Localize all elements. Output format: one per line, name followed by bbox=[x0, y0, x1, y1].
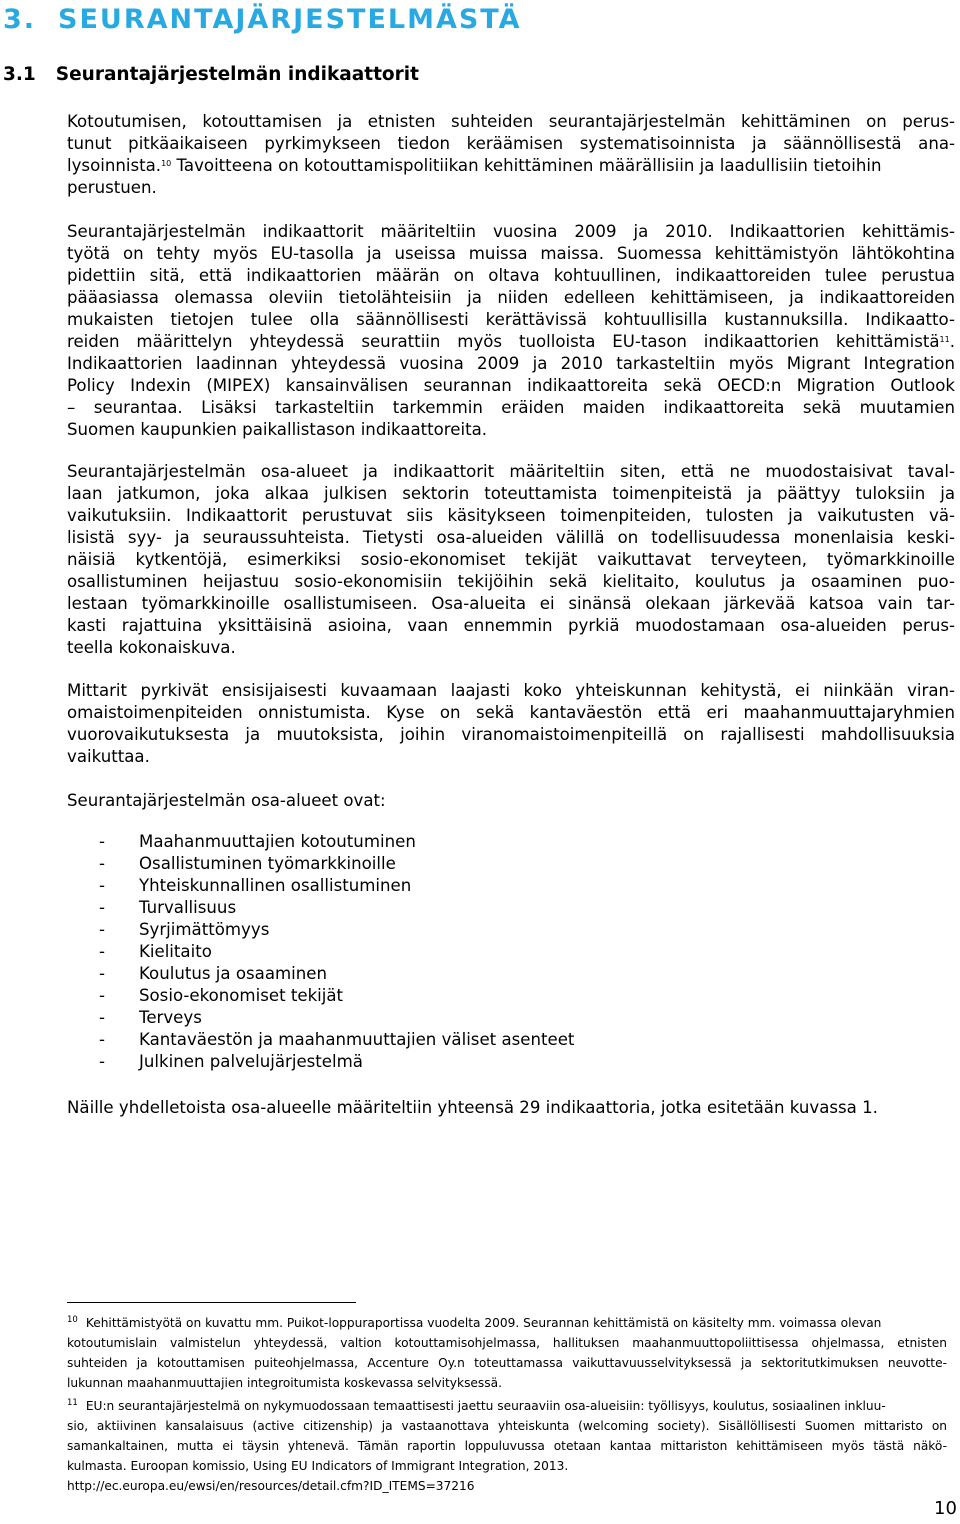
text-line: Kotoutumisen, kotouttamisen ja etnisten suhteiden seurantajärjestelmän kehittäminen on perus- bbox=[67, 112, 955, 131]
list-bullet: - bbox=[99, 942, 105, 961]
page-number: 10 bbox=[934, 1498, 957, 1519]
text-line: mukaisten tietojen tulee olla säännöllisesti kerättävissä kohtuullisilla kustannuksilla. Indikaatto- bbox=[67, 310, 955, 329]
list-bullet: - bbox=[99, 854, 105, 873]
text-line: vuorovaikutuksesta ja muutoksista, joihin viranomaistoimenpiteillä on rajallisesti mahdollisuuksia bbox=[67, 725, 955, 744]
footnote-text: Kehittämistyötä on kuvattu mm. Puikot-loppuraportissa vuodelta 2009. Seurannan kehittämistä on käsitelty mm. voimassa olevan bbox=[85, 1316, 882, 1330]
footnote-number: 11 bbox=[67, 1398, 78, 1408]
footnote-line bbox=[67, 1313, 947, 1333]
paragraph-indicators bbox=[67, 221, 955, 441]
text-line: Policy Indexin (MIPEX) kansainvälisen seurannan indikaattoreita sekä OECD:n Migration Outlook bbox=[67, 376, 955, 395]
footnote-10 bbox=[67, 1313, 947, 1393]
list-item bbox=[99, 897, 574, 919]
text-line: näisiä kytkentöjä, esimerkiksi sosio-ekonomiset tekijät vaikuttavat terveyteen, työmarkkinoille bbox=[67, 550, 955, 569]
paragraph-metrics bbox=[67, 680, 955, 768]
text-line: lisistä syy- ja seuraussuhteista. Tietysti osa-alueiden välillä on todellisuudessa monenlaisia keski- bbox=[67, 528, 955, 547]
list-item-label: Osallistuminen työmarkkinoille bbox=[139, 854, 396, 873]
footnote-ref-10[interactable]: 10 bbox=[161, 159, 172, 168]
text-line: pidettiin sitä, että indikaattorien määrän on oltava kohtuullinen, indikaattoreiden tulee perustua bbox=[67, 266, 955, 285]
list-item bbox=[99, 985, 574, 1007]
list-item-label: Julkinen palvelujärjestelmä bbox=[139, 1052, 363, 1071]
text-fragment: lysoinnista. bbox=[67, 156, 162, 175]
footnote-separator bbox=[67, 1302, 356, 1303]
list-item bbox=[99, 1029, 574, 1051]
text-line: Seurantajärjestelmän osa-alueet ja indikaattorit määriteltiin siten, että ne muodostaisivat taval- bbox=[67, 462, 955, 481]
list-bullet: - bbox=[99, 1030, 105, 1049]
section-number: 3.1 bbox=[3, 64, 36, 85]
footnote-ref-11[interactable]: 11 bbox=[939, 335, 950, 344]
list-intro: Seurantajärjestelmän osa-alueet ovat: bbox=[67, 791, 386, 810]
list-item bbox=[99, 875, 574, 897]
list-item-label: Terveys bbox=[139, 1008, 202, 1027]
list-item-label: Turvallisuus bbox=[139, 898, 237, 917]
text-fragment: . bbox=[949, 332, 955, 351]
text-line: omaistoimenpiteiden onnistumista. Kyse on sekä kantaväestön että eri maahanmuuttajaryhmien bbox=[67, 703, 955, 722]
footnote-line: kotoutumislain valmistelun yhteydessä, valtion kotouttamisohjelmassa, hallituksen maahanmuuttopoliittisessa ohjelmassa, etnisten bbox=[67, 1336, 947, 1350]
closing-sentence: Näille yhdelletoista osa-alueelle määriteltiin yhteensä 29 indikaattoria, jotka esitetään kuvassa 1. bbox=[67, 1098, 878, 1117]
footnote-line: samankaltainen, mutta ei täysin yhtenevä. Tämän raportin loppuluvussa otetaan kantaa mittariston kehittämiseen myös tästä näkö- bbox=[67, 1439, 947, 1453]
text-fragment: Tavoitteena on kotouttamispolitiikan kehittäminen määrällisiin ja laadullisiin tietoihin bbox=[171, 156, 882, 175]
list-item-label: Syrjimättömyys bbox=[139, 920, 270, 939]
chapter-heading bbox=[3, 4, 522, 35]
list-bullet: - bbox=[99, 1052, 105, 1071]
chapter-title: SEURANTAJÄRJESTELMÄSTÄ bbox=[58, 4, 522, 35]
paragraph-intro bbox=[67, 111, 955, 199]
list-item-label: Yhteiskunnallinen osallistuminen bbox=[139, 876, 412, 895]
section-title: Seurantajärjestelmän indikaattorit bbox=[55, 64, 419, 85]
list-bullet: - bbox=[99, 964, 105, 983]
list-item bbox=[99, 963, 574, 985]
section-heading bbox=[3, 64, 419, 85]
text-line: Mittarit pyrkivät ensisijaisesti kuvaamaan laajasti koko yhteiskunnan kehitystä, ei niinkään viran- bbox=[67, 681, 955, 700]
list-item-label: Kielitaito bbox=[139, 942, 212, 961]
footnote-line: suhteiden ja kotouttamisen puiteohjelmassa, Accenture Oy.n toteuttamassa vaikuttavuusselvityksessä ja sektoritutkimuksen neuvotte- bbox=[67, 1356, 947, 1370]
text-line: – seurantaa. Lisäksi tarkasteltiin tarkemmin eräiden maiden indikaattoreita sekä muutamien bbox=[67, 398, 955, 417]
text-line bbox=[67, 331, 955, 353]
footnote-line bbox=[67, 1396, 947, 1416]
footnote-11 bbox=[67, 1396, 947, 1496]
text-line: osallistuminen heijastuu sosio-ekonomisiin tekijöihin sekä kielitaito, koulutus ja osaaminen puo- bbox=[67, 572, 955, 591]
list-bullet: - bbox=[99, 920, 105, 939]
text-fragment: reiden määrittelyn yhteydessä seurattiin myös tuolloista EU-tason indikaattorien kehittämistä bbox=[67, 332, 940, 351]
list-item bbox=[99, 831, 574, 853]
footnote-line: lukunnan maahanmuuttajien integroitumista koskevassa selvityksessä. bbox=[67, 1376, 502, 1390]
list-item bbox=[99, 941, 574, 963]
list-bullet: - bbox=[99, 986, 105, 1005]
text-line: lestaan työmarkkinoille osallistumiseen. Osa-alueita ei sinänsä olekaan järkevää katsoa vain tar- bbox=[67, 594, 955, 613]
list-item-label: Koulutus ja osaaminen bbox=[139, 964, 328, 983]
footnote-line: sio, aktiivinen kansalaisuus (active citizenship) ja vastaanottava yhteiskunta (welcoming society). Sisällöllisesti Suomen mittaristo on bbox=[67, 1419, 947, 1433]
subarea-list bbox=[99, 831, 574, 1073]
text-line bbox=[67, 155, 955, 177]
list-item-label: Kantaväestön ja maahanmuuttajien väliset asenteet bbox=[139, 1030, 575, 1049]
list-item bbox=[99, 1007, 574, 1029]
list-bullet: - bbox=[99, 898, 105, 917]
list-item-label: Sosio-ekonomiset tekijät bbox=[139, 986, 344, 1005]
chapter-number: 3. bbox=[3, 4, 37, 35]
text-line: laan jatkumon, joka alkaa julkisen sektorin toteuttamista toimenpiteistä ja päättyy tuloksiin ja bbox=[67, 484, 955, 503]
text-line: perustuen. bbox=[67, 178, 157, 197]
footnote-url[interactable]: http://ec.europa.eu/ewsi/en/resources/detail.cfm?ID_ITEMS=37216 bbox=[67, 1479, 475, 1493]
text-line: vaikuttaa. bbox=[67, 747, 150, 766]
text-line: kasti rajattuina yksittäisinä asioina, vaan ennemmin pyrkiä muodostamaan osa-alueiden perus- bbox=[67, 616, 955, 635]
text-line: tunut pitkäaikaiseen pyrkimykseen tiedon keräämisen systematisoinnista ja säännöllisestä ana- bbox=[67, 134, 955, 153]
text-line: työtä on tehty myös EU-tasolla ja useissa muissa maissa. Suomessa kehittämistyön lähtökohtina bbox=[67, 244, 955, 263]
text-line: Suomen kaupunkien paikallistason indikaattoreita. bbox=[67, 420, 488, 439]
list-item bbox=[99, 1051, 574, 1073]
footnote-number: 10 bbox=[67, 1315, 78, 1325]
text-line: Indikaattorien laadinnan yhteydessä vuosina 2009 ja 2010 tarkasteltiin myös Migrant Integration bbox=[67, 354, 955, 373]
text-line: vaikutuksiin. Indikaattorit perustuvat siis käsitykseen toimenpiteiden, tulosten ja vaikutusten vä- bbox=[67, 506, 955, 525]
footnote-line: kulmasta. Euroopan komissio, Using EU Indicators of Immigrant Integration, 2013. bbox=[67, 1459, 569, 1473]
list-bullet: - bbox=[99, 1008, 105, 1027]
text-line: Seurantajärjestelmän indikaattorit määriteltiin vuosina 2009 ja 2010. Indikaattorien kehittämis- bbox=[67, 222, 955, 241]
list-bullet: - bbox=[99, 876, 105, 895]
list-item bbox=[99, 919, 574, 941]
paragraph-subareas bbox=[67, 461, 955, 659]
text-line: pääasiassa olemassa oleviin tietolähteisiin ja niiden edelleen kehittämiseen, ja indikaattoreiden bbox=[67, 288, 955, 307]
text-line: teella kokonaiskuva. bbox=[67, 638, 236, 657]
list-bullet: - bbox=[99, 832, 105, 851]
footnote-text: EU:n seurantajärjestelmä on nykymuodossaan temaattisesti jaettu seuraaviin osa-alueisiin: työllisyys, koulutus, sosiaalinen inkluu- bbox=[85, 1399, 886, 1413]
list-item-label: Maahanmuuttajien kotoutuminen bbox=[139, 832, 416, 851]
list-item bbox=[99, 853, 574, 875]
